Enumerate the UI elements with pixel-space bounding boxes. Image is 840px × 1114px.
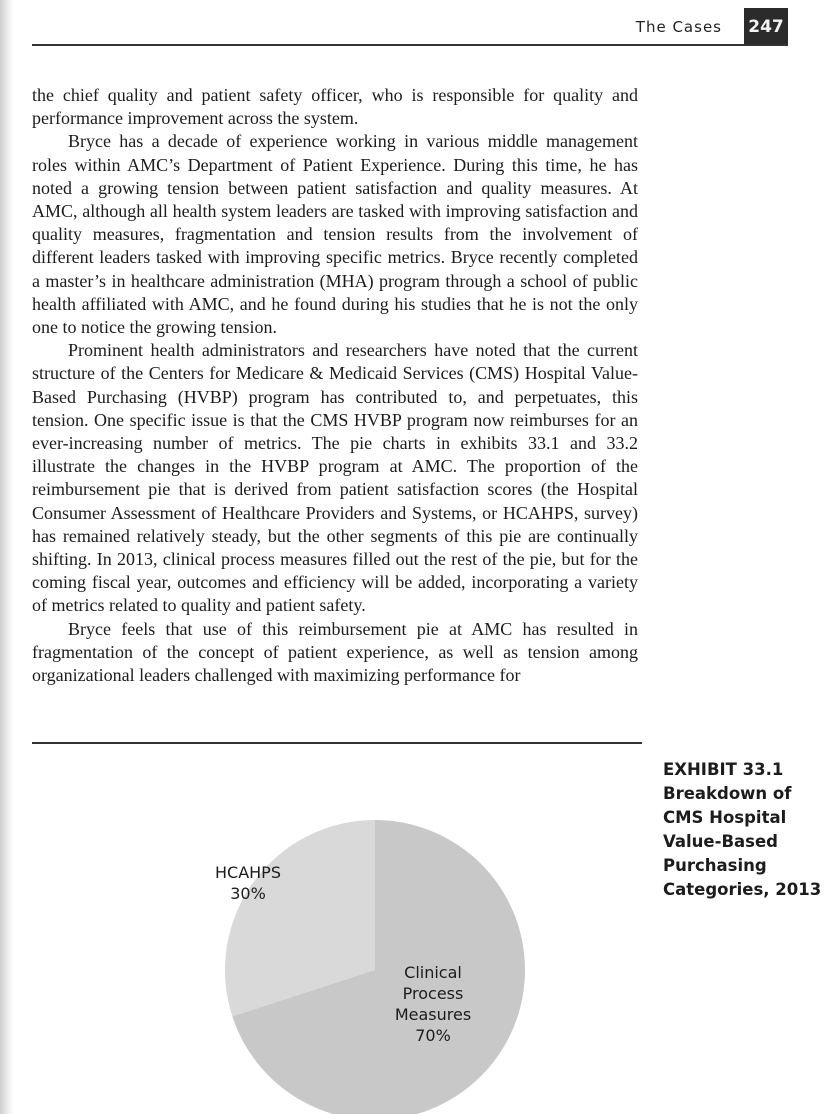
exhibit-caption [663,758,833,902]
paragraph-fragmentation: Bryce feels that use of this reimbursement pie at AMC has resulted in fragmentation of the concept of patient experience, as well as tension among organizational leaders challenged with maximizing performance for [32,618,638,686]
exhibit-rule [32,742,642,744]
pie-category-label: Clinical [404,963,462,982]
paragraph-bryce-experience: Bryce has a decade of experience working in various middle management roles within AMC’s Department of Patient Experience. During this time, he has noted a growing tension between patient satisfaction and quality measures. At AMC, although all health system leaders are tasked with improving satisfaction and quality measures, fragmentation and tension results from the involvement of different leaders tasked with improving specific metrics. Bryce recently completed a master’s in healthcare administration (MHA) program through a school of public health affiliated with AMC, and he found during his studies that he is not the only one to notice the growing tension. [32,131,638,338]
body-text [32,84,638,687]
pie-category-label: HCAHPS [215,863,281,882]
pie-chart [0,760,640,1114]
exhibit-label: EXHIBIT 33.1 [663,760,784,779]
pie-category-label: Measures [394,1005,472,1024]
paragraph-continuation: the chief quality and patient safety officer, who is responsible for quality and performance improvement across the system. [32,85,638,129]
running-head-section: The Cases [635,18,722,36]
page-number: 247 [744,8,788,46]
pie-value-label: 30% [230,884,266,903]
header-rule [32,44,788,46]
exhibit-title: Breakdown of CMS Hospital Value-Based Purchasing Categories, 2013 [663,784,822,899]
pie-category-label: Process [402,984,464,1003]
pie-value-label: 70% [415,1026,451,1045]
running-head [0,0,840,50]
paragraph-hvbp-tension: Prominent health administrators and researchers have noted that the current structure of the Centers for Medicare & Medicaid Services (CMS) Hospital Value-Based Purchasing (HVBP) program has contributed to, and perpetuates, this tension. One specific issue is that the CMS HVBP program now reimburses for an ever-increasing number of metrics. The pie charts in exhibits 33.1 and 33.2 illustrate the changes in the HVBP program at AMC. The proportion of the reimbursement pie that is derived from patient satisfaction scores (the Hospital Consumer Assessment of Healthcare Providers and Systems, or HCAHPS, survey) has remained relatively steady, but the other segments of this pie are continually shifting. In 2013, clinical process measures filled out the rest of the pie, but for the coming fiscal year, outcomes and efficiency will be added, incorporating a variety of metrics related to quality and patient safety. [32,340,638,616]
